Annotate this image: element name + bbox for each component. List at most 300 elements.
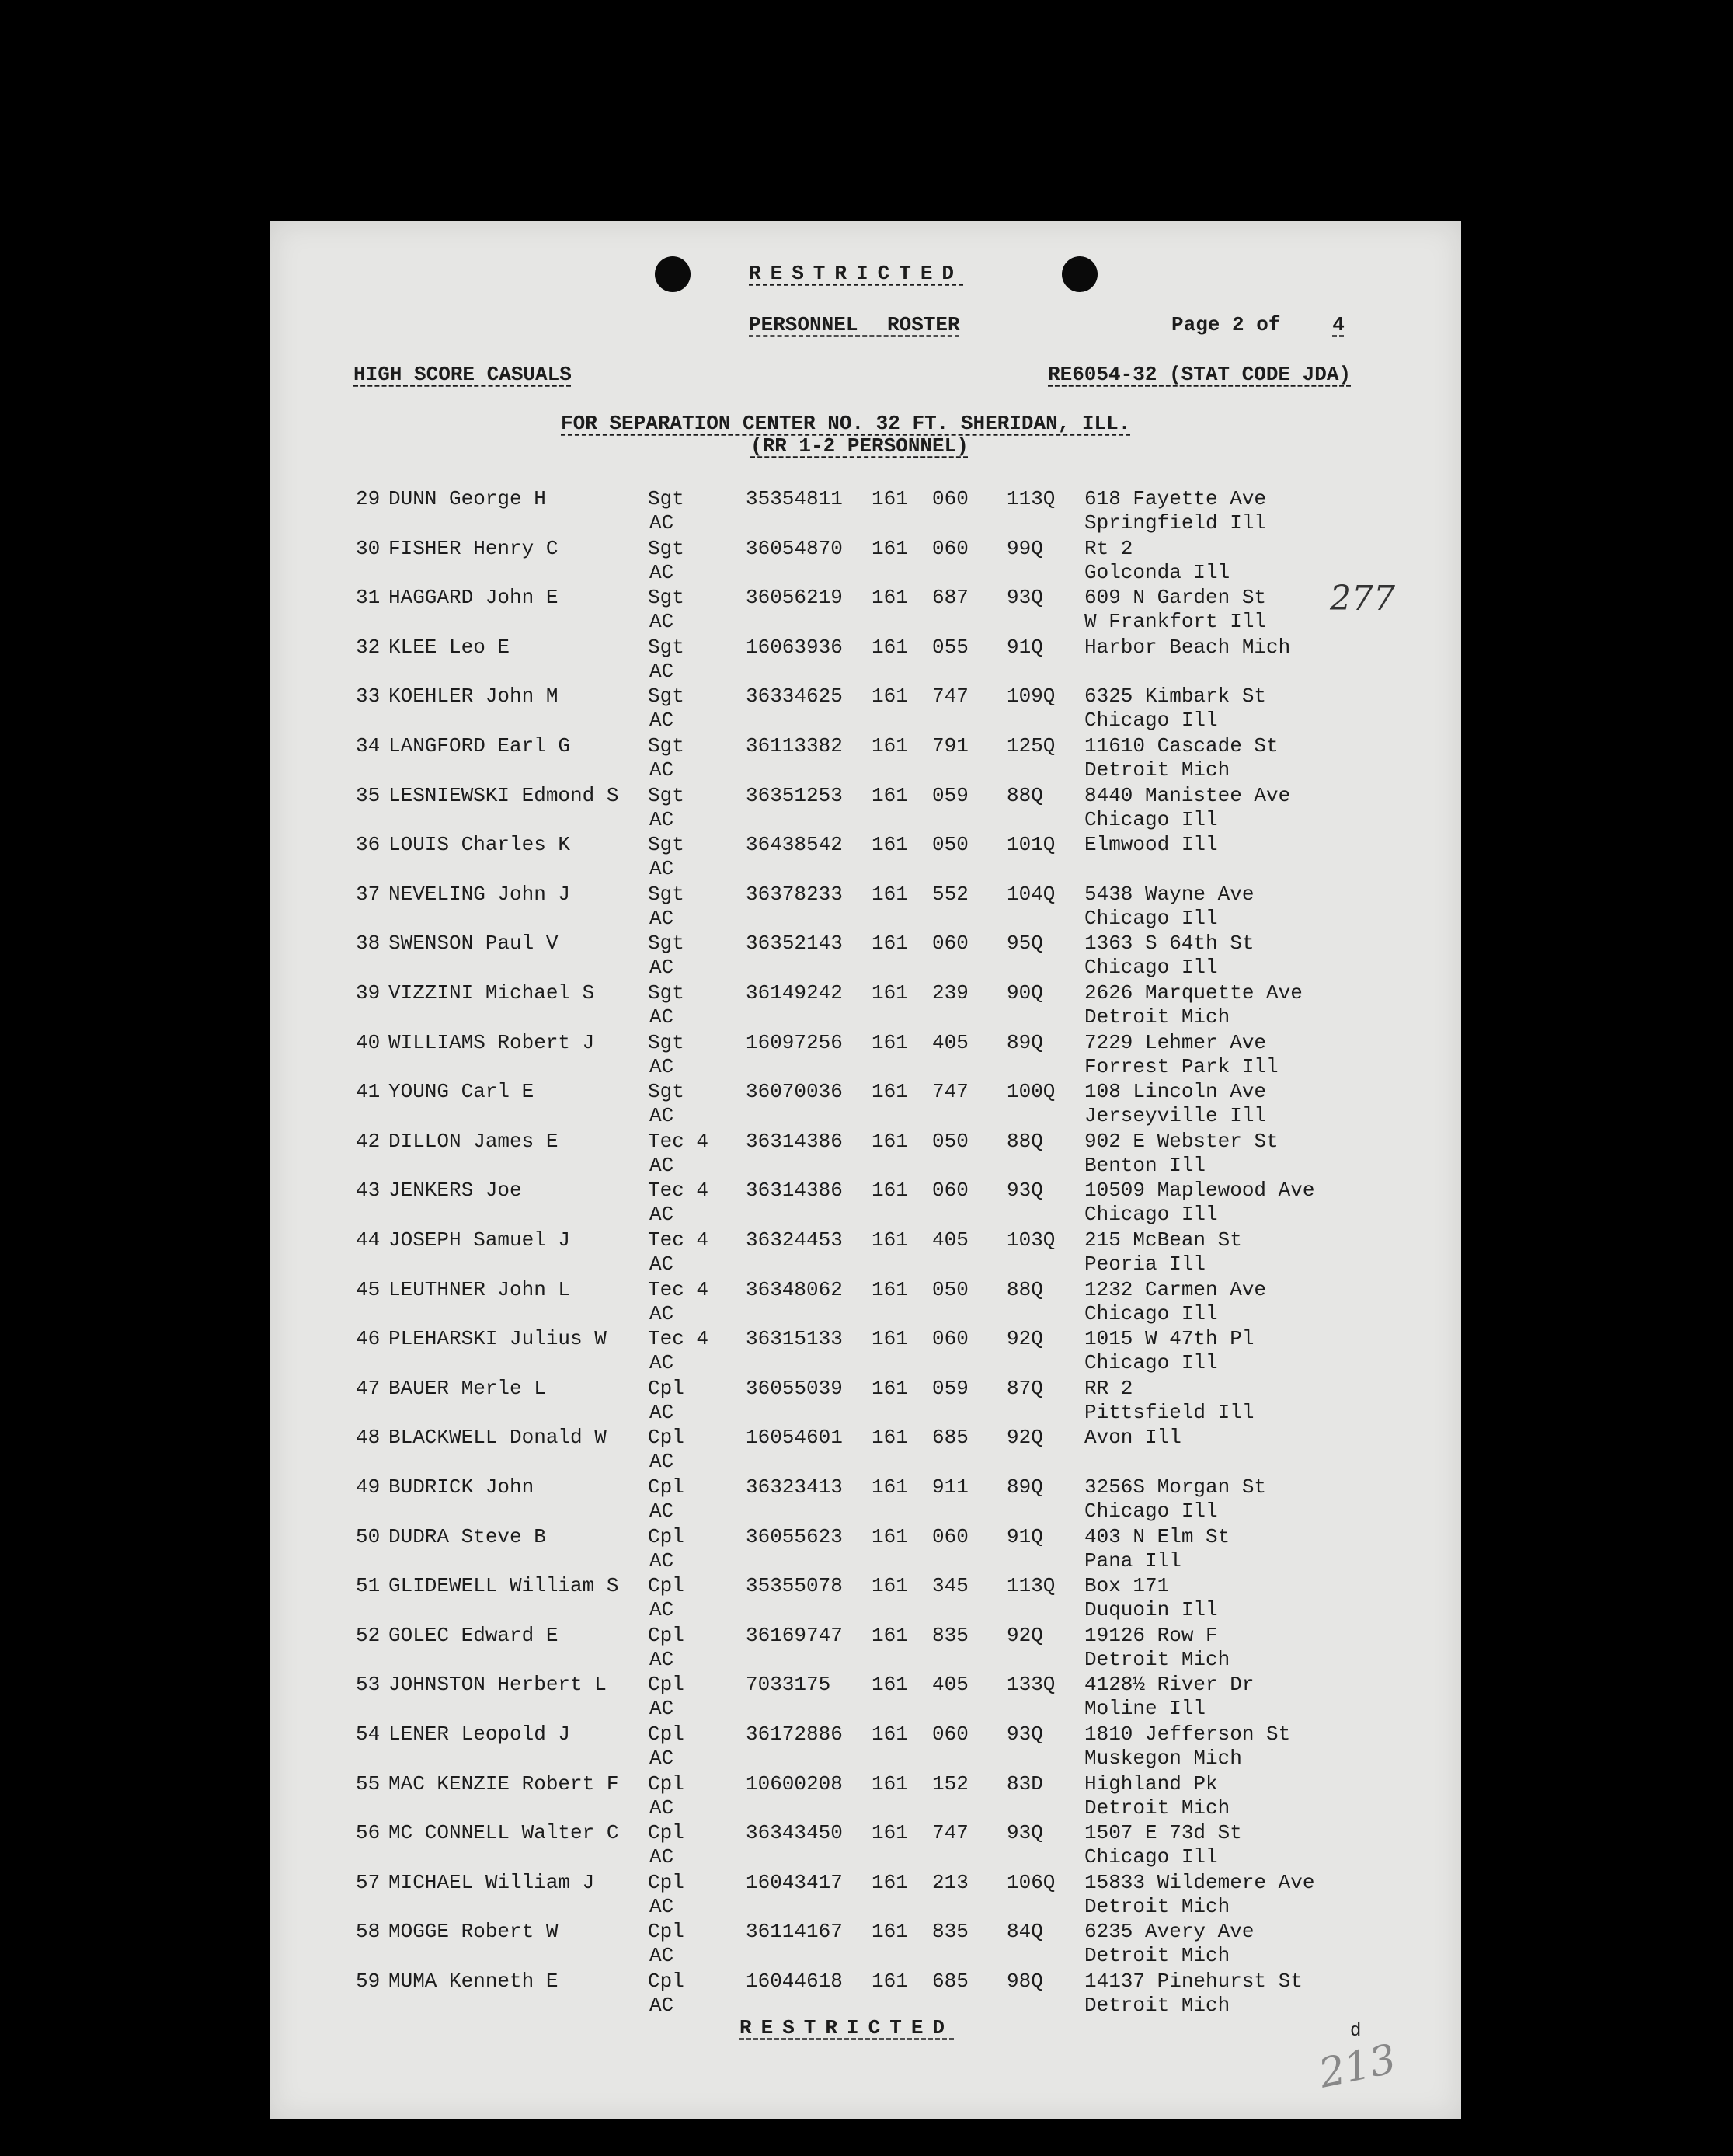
serial-number: 36343450 (746, 1821, 843, 1845)
code-161: 161 (872, 536, 908, 560)
grade: Cpl (648, 1376, 684, 1400)
grade: Sgt (648, 833, 684, 857)
serial-number: 36113382 (746, 734, 843, 758)
page-total: 4 (1332, 313, 1345, 336)
table-row (270, 981, 1461, 1031)
row-number: 47 (356, 1376, 381, 1400)
soldier-name: LOUIS Charles K (388, 833, 571, 857)
soldier-name: JOHNSTON Herbert L (388, 1673, 607, 1697)
serial-number: 36351253 (746, 783, 843, 807)
personnel-subtitle: (RR 1-2 PERSONNEL) (750, 434, 969, 458)
soldier-name: BLACKWELL Donald W (388, 1426, 607, 1450)
grade: Sgt (648, 1030, 684, 1054)
address-line-2: Detroit Mich (1084, 1647, 1230, 1671)
branch: AC (649, 906, 674, 930)
serial-number: 36314386 (746, 1179, 843, 1203)
branch: AC (649, 1944, 674, 1968)
branch: AC (649, 1647, 674, 1671)
soldier-name: PLEHARSKI Julius W (388, 1327, 607, 1351)
table-row (270, 833, 1461, 883)
soldier-name: MAC KENZIE Robert F (388, 1771, 619, 1796)
row-number: 51 (356, 1574, 381, 1598)
address-line-2: Springfield Ill (1084, 511, 1267, 535)
serial-number: 36055039 (746, 1376, 843, 1400)
code-161: 161 (872, 734, 908, 758)
table-row (270, 1130, 1461, 1179)
soldier-name: YOUNG Carl E (388, 1080, 534, 1104)
address-line-2: Detroit Mich (1084, 1944, 1230, 1968)
grade: Sgt (648, 783, 684, 807)
table-row (270, 1772, 1461, 1822)
row-number: 56 (356, 1821, 381, 1845)
row-number: 31 (356, 586, 381, 610)
handwritten-margin-number: 277 (1330, 579, 1395, 618)
row-number: 42 (356, 1129, 381, 1153)
mos-code: 060 (932, 932, 969, 956)
code-161: 161 (872, 1870, 908, 1894)
address-line-1: 15833 Wildemere Ave (1084, 1870, 1315, 1894)
grade: Tec 4 (648, 1179, 709, 1203)
branch: AC (649, 1252, 674, 1276)
mos-code: 687 (932, 586, 969, 610)
address-line-2: Pana Ill (1084, 1548, 1181, 1573)
code-161: 161 (872, 1920, 908, 1944)
address-line-1: 2626 Marquette Ave (1084, 981, 1303, 1005)
branch: AC (649, 956, 674, 980)
branch: AC (649, 1548, 674, 1573)
document-page (270, 221, 1461, 2119)
table-row (270, 1970, 1461, 2019)
address-line-1: 3256S Morgan St (1084, 1475, 1267, 1499)
table-row (270, 1031, 1461, 1081)
code-161: 161 (872, 1821, 908, 1845)
code-161: 161 (872, 1623, 908, 1647)
row-number: 30 (356, 536, 381, 560)
row-number: 44 (356, 1228, 381, 1252)
mos-code: 405 (932, 1228, 969, 1252)
row-number: 33 (356, 684, 381, 709)
code-161: 161 (872, 586, 908, 610)
serial-number: 16097256 (746, 1030, 843, 1054)
soldier-name: FISHER Henry C (388, 536, 559, 560)
code-161: 161 (872, 635, 908, 659)
address-line-2: Chicago Ill (1084, 1845, 1218, 1869)
code-161: 161 (872, 1426, 908, 1450)
branch: AC (649, 560, 674, 584)
code-161: 161 (872, 1228, 908, 1252)
code-161: 161 (872, 1179, 908, 1203)
address-line-1: 1015 W 47th Pl (1084, 1327, 1255, 1351)
branch: AC (649, 1499, 674, 1523)
row-number: 43 (356, 1179, 381, 1203)
separation-center-title: FOR SEPARATION CENTER NO. 32 FT. SHERIDAN, ILL. (561, 412, 1131, 435)
row-number: 35 (356, 783, 381, 807)
address-line-2: Jerseyville Ill (1084, 1104, 1267, 1128)
branch: AC (649, 1104, 674, 1128)
mos-code: 791 (932, 734, 969, 758)
soldier-name: LANGFORD Earl G (388, 734, 571, 758)
serial-number: 36055623 (746, 1524, 843, 1548)
address-line-1: 609 N Garden St (1084, 586, 1267, 610)
soldier-name: WILLIAMS Robert J (388, 1030, 595, 1054)
address-line-2: Detroit Mich (1084, 1796, 1230, 1820)
serial-number: 16063936 (746, 635, 843, 659)
restricted-footer: RESTRICTED (739, 2016, 955, 2039)
score: 93Q (1007, 1722, 1043, 1746)
address-line-1: 14137 Pinehurst St (1084, 1970, 1303, 1993)
soldier-name: JOSEPH Samuel J (388, 1228, 571, 1252)
grade: Cpl (648, 1870, 684, 1894)
score: 125Q (1007, 734, 1056, 758)
soldier-name: KLEE Leo E (388, 635, 510, 659)
address-line-2: Muskegon Mich (1084, 1747, 1242, 1770)
address-line-1: Highland Pk (1084, 1771, 1218, 1796)
serial-number: 36054870 (746, 536, 843, 560)
branch: AC (649, 1845, 674, 1869)
soldier-name: VIZZINI Michael S (388, 981, 595, 1005)
serial-number: 35355078 (746, 1574, 843, 1598)
address-line-2: Chicago Ill (1084, 956, 1218, 980)
margin-mark-d: d (1350, 2021, 1362, 2042)
grade: Cpl (648, 1574, 684, 1598)
row-number: 37 (356, 882, 381, 906)
table-row (270, 586, 1461, 636)
score: 91Q (1007, 635, 1043, 659)
grade: Cpl (648, 1920, 684, 1944)
table-row (270, 784, 1461, 834)
address-line-2: Chicago Ill (1084, 709, 1218, 733)
branch: AC (649, 1796, 674, 1820)
branch: AC (649, 807, 674, 831)
mos-code: 345 (932, 1574, 969, 1598)
grade: Sgt (648, 586, 684, 610)
soldier-name: MC CONNELL Walter C (388, 1821, 619, 1845)
soldier-name: LEUTHNER John L (388, 1277, 571, 1301)
address-line-2: Detroit Mich (1084, 1894, 1230, 1918)
mos-code: 405 (932, 1030, 969, 1054)
mos-code: 747 (932, 1821, 969, 1845)
address-line-2: Peoria Ill (1084, 1252, 1206, 1276)
serial-number: 10600208 (746, 1771, 843, 1796)
soldier-name: LENER Leopold J (388, 1722, 571, 1746)
mos-code: 239 (932, 981, 969, 1005)
branch: AC (649, 1301, 674, 1325)
table-row (270, 1821, 1461, 1871)
table-row (270, 1920, 1461, 1970)
address-line-1: Box 171 (1084, 1574, 1170, 1598)
score: 88Q (1007, 1277, 1043, 1301)
table-row (270, 1871, 1461, 1921)
serial-number: 36070036 (746, 1080, 843, 1104)
mos-code: 050 (932, 833, 969, 857)
soldier-name: HAGGARD John E (388, 586, 559, 610)
grade: Sgt (648, 1080, 684, 1104)
code-161: 161 (872, 882, 908, 906)
branch: AC (649, 1054, 674, 1078)
table-row (270, 734, 1461, 784)
table-row (270, 684, 1461, 734)
soldier-name: MICHAEL William J (388, 1870, 595, 1894)
mos-code: 552 (932, 882, 969, 906)
score: 106Q (1007, 1870, 1056, 1894)
grade: Sgt (648, 487, 684, 510)
serial-number: 35354811 (746, 487, 843, 510)
soldier-name: JENKERS Joe (388, 1179, 522, 1203)
serial-number: 36334625 (746, 684, 843, 709)
mos-code: 060 (932, 487, 969, 510)
row-number: 32 (356, 635, 381, 659)
table-row (270, 487, 1461, 537)
mos-code: 060 (932, 1722, 969, 1746)
score: 95Q (1007, 932, 1043, 956)
serial-number: 16043417 (746, 1870, 843, 1894)
mos-code: 050 (932, 1277, 969, 1301)
address-line-2: Duquoin Ill (1084, 1598, 1218, 1622)
table-row (270, 636, 1461, 685)
code-161: 161 (872, 1771, 908, 1796)
address-line-2: Detroit Mich (1084, 758, 1230, 782)
grade: Cpl (648, 1771, 684, 1796)
code-161: 161 (872, 932, 908, 956)
grade: Cpl (648, 1426, 684, 1450)
soldier-name: DILLON James E (388, 1129, 559, 1153)
serial-number: 36352143 (746, 932, 843, 956)
address-line-1: 1507 E 73d St (1084, 1821, 1242, 1845)
address-line-1: 108 Lincoln Ave (1084, 1080, 1267, 1104)
table-row (270, 1525, 1461, 1575)
soldier-name: MUMA Kenneth E (388, 1970, 559, 1993)
grade: Cpl (648, 1722, 684, 1746)
branch: AC (649, 1005, 674, 1029)
branch: AC (649, 1747, 674, 1770)
address-line-1: 4128½ River Dr (1084, 1673, 1255, 1697)
address-line-1: Elmwood Ill (1084, 833, 1218, 857)
grade: Cpl (648, 1673, 684, 1697)
grade: Tec 4 (648, 1228, 709, 1252)
score: 93Q (1007, 1821, 1043, 1845)
address-line-1: 1232 Carmen Ave (1084, 1277, 1267, 1301)
branch: AC (649, 1351, 674, 1375)
code-161: 161 (872, 487, 908, 510)
row-number: 41 (356, 1080, 381, 1104)
handwritten-page-number: 213 (1314, 2036, 1401, 2098)
code-161: 161 (872, 783, 908, 807)
address-line-1: 10509 Maplewood Ave (1084, 1179, 1315, 1203)
serial-number: 16054601 (746, 1426, 843, 1450)
grade: Cpl (648, 1524, 684, 1548)
code-161: 161 (872, 1376, 908, 1400)
soldier-name: LESNIEWSKI Edmond S (388, 783, 619, 807)
grade: Sgt (648, 882, 684, 906)
address-line-1: Rt 2 (1084, 536, 1133, 560)
code-161: 161 (872, 1475, 908, 1499)
address-line-1: 403 N Elm St (1084, 1524, 1230, 1548)
score: 87Q (1007, 1376, 1043, 1400)
table-row (270, 1228, 1461, 1278)
soldier-name: BAUER Merle L (388, 1376, 546, 1400)
score: 83D (1007, 1771, 1043, 1796)
address-line-1: 5438 Wayne Ave (1084, 882, 1255, 906)
address-line-1: 8440 Manistee Ave (1084, 783, 1291, 807)
table-row (270, 1327, 1461, 1377)
serial-number: 7033175 (746, 1673, 831, 1697)
serial-number: 36348062 (746, 1277, 843, 1301)
row-number: 55 (356, 1771, 381, 1796)
branch: AC (649, 610, 674, 634)
address-line-1: Avon Ill (1084, 1426, 1181, 1450)
mos-code: 911 (932, 1475, 969, 1499)
code-161: 161 (872, 1970, 908, 1993)
serial-number: 36324453 (746, 1228, 843, 1252)
table-row (270, 1574, 1461, 1624)
mos-code: 685 (932, 1970, 969, 1993)
score: 101Q (1007, 833, 1056, 857)
address-line-2: Detroit Mich (1084, 1994, 1230, 2017)
row-number: 36 (356, 833, 381, 857)
code-161: 161 (872, 1673, 908, 1697)
grade: Cpl (648, 1623, 684, 1647)
serial-number: 36438542 (746, 833, 843, 857)
address-line-2: Chicago Ill (1084, 1203, 1218, 1227)
grade: Sgt (648, 734, 684, 758)
soldier-name: GOLEC Edward E (388, 1623, 559, 1647)
address-line-1: 902 E Webster St (1084, 1129, 1279, 1153)
row-number: 59 (356, 1970, 381, 1993)
address-line-2: Forrest Park Ill (1084, 1054, 1279, 1078)
address-line-2: Chicago Ill (1084, 807, 1218, 831)
grade: Tec 4 (648, 1327, 709, 1351)
score: 92Q (1007, 1623, 1043, 1647)
mos-code: 152 (932, 1771, 969, 1796)
address-line-1: 6235 Avery Ave (1084, 1920, 1255, 1944)
row-number: 39 (356, 981, 381, 1005)
serial-number: 36056219 (746, 586, 843, 610)
unit-label: HIGH SCORE CASUALS (353, 363, 572, 386)
table-row (270, 1722, 1461, 1772)
address-line-1: 215 McBean St (1084, 1228, 1242, 1252)
row-number: 40 (356, 1030, 381, 1054)
score: 109Q (1007, 684, 1056, 709)
soldier-name: GLIDEWELL William S (388, 1574, 619, 1598)
score: 84Q (1007, 1920, 1043, 1944)
code-161: 161 (872, 684, 908, 709)
punch-hole-right (1062, 256, 1098, 292)
table-row (270, 1080, 1461, 1130)
address-line-2: W Frankfort Ill (1084, 610, 1267, 634)
soldier-name: DUDRA Steve B (388, 1524, 546, 1548)
punch-hole-left (655, 256, 691, 292)
branch: AC (649, 1203, 674, 1227)
score: 98Q (1007, 1970, 1043, 1993)
code-161: 161 (872, 1574, 908, 1598)
table-row (270, 537, 1461, 587)
score: 88Q (1007, 1129, 1043, 1153)
soldier-name: MOGGE Robert W (388, 1920, 559, 1944)
soldier-name: SWENSON Paul V (388, 932, 559, 956)
mos-code: 685 (932, 1426, 969, 1450)
score: 93Q (1007, 586, 1043, 610)
branch: AC (649, 1400, 674, 1424)
mos-code: 060 (932, 536, 969, 560)
grade: Tec 4 (648, 1129, 709, 1153)
score: 89Q (1007, 1475, 1043, 1499)
soldier-name: NEVELING John J (388, 882, 571, 906)
row-number: 57 (356, 1870, 381, 1894)
mos-code: 747 (932, 1080, 969, 1104)
address-line-1: 19126 Row F (1084, 1623, 1218, 1647)
code-161: 161 (872, 1129, 908, 1153)
address-line-2: Pittsfield Ill (1084, 1400, 1255, 1424)
table-row (270, 1673, 1461, 1722)
mos-code: 835 (932, 1623, 969, 1647)
address-line-2: Chicago Ill (1084, 1499, 1218, 1523)
code-161: 161 (872, 833, 908, 857)
score: 90Q (1007, 981, 1043, 1005)
mos-code: 059 (932, 1376, 969, 1400)
mos-code: 060 (932, 1179, 969, 1203)
serial-number: 36169747 (746, 1623, 843, 1647)
address-line-2: Chicago Ill (1084, 1351, 1218, 1375)
branch: AC (649, 1153, 674, 1177)
table-row (270, 1179, 1461, 1228)
branch: AC (649, 1994, 674, 2017)
score: 113Q (1007, 487, 1056, 510)
table-row (270, 1624, 1461, 1674)
branch: AC (649, 1598, 674, 1622)
serial-number: 16044618 (746, 1970, 843, 1993)
score: 133Q (1007, 1673, 1056, 1697)
row-number: 49 (356, 1475, 381, 1499)
branch: AC (649, 1450, 674, 1474)
code-161: 161 (872, 1722, 908, 1746)
address-line-1: RR 2 (1084, 1376, 1133, 1400)
row-number: 54 (356, 1722, 381, 1746)
mos-code: 055 (932, 635, 969, 659)
table-row (270, 1278, 1461, 1328)
row-number: 58 (356, 1920, 381, 1944)
address-line-2: Benton Ill (1084, 1153, 1206, 1177)
grade: Tec 4 (648, 1277, 709, 1301)
soldier-name: DUNN George H (388, 487, 546, 510)
grade: Sgt (648, 981, 684, 1005)
address-line-1: 6325 Kimbark St (1084, 684, 1267, 709)
page-label: Page 2 of (1171, 313, 1281, 336)
address-line-2: Chicago Ill (1084, 1301, 1218, 1325)
mos-code: 747 (932, 684, 969, 709)
address-line-1: 1363 S 64th St (1084, 932, 1255, 956)
table-row (270, 1475, 1461, 1525)
row-number: 46 (356, 1327, 381, 1351)
serial-number: 36114167 (746, 1920, 843, 1944)
code-161: 161 (872, 1277, 908, 1301)
branch: AC (649, 857, 674, 881)
code-161: 161 (872, 1327, 908, 1351)
score: 103Q (1007, 1228, 1056, 1252)
mos-code: 835 (932, 1920, 969, 1944)
row-number: 53 (356, 1673, 381, 1697)
score: 93Q (1007, 1179, 1043, 1203)
table-row (270, 932, 1461, 981)
score: 91Q (1007, 1524, 1043, 1548)
address-line-2: Chicago Ill (1084, 906, 1218, 930)
grade: Sgt (648, 684, 684, 709)
mos-code: 060 (932, 1327, 969, 1351)
mos-code: 405 (932, 1673, 969, 1697)
table-row (270, 1377, 1461, 1426)
score: 92Q (1007, 1426, 1043, 1450)
score: 88Q (1007, 783, 1043, 807)
row-number: 38 (356, 932, 381, 956)
